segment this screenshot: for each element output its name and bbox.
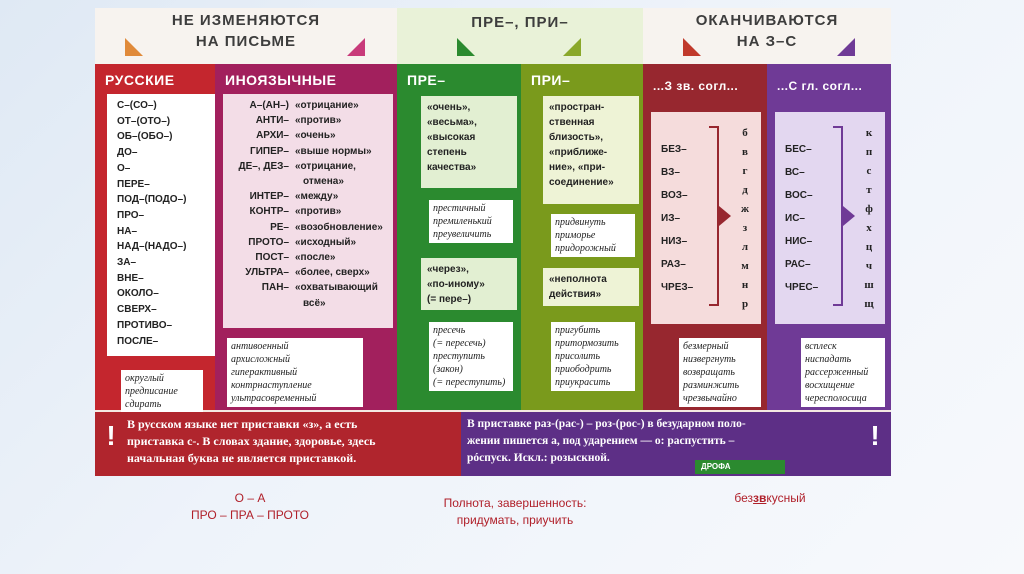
note-line: В русском языке нет приставки «з», а есть <box>127 417 358 431</box>
example-word: придвинуть <box>555 217 606 228</box>
voiced-brace-icon <box>709 126 719 306</box>
foreign-row <box>227 296 393 311</box>
meaning-line: «высокая <box>427 132 476 143</box>
example-word: (= переступить) <box>433 377 506 388</box>
publisher-name: ДРОФА <box>701 462 731 471</box>
foreign-row <box>227 204 393 219</box>
column-foreign-title: ИНОЯЗЫЧНЫЕ <box>225 72 337 88</box>
caption-line: О – А <box>234 491 266 505</box>
voiced-prefix: БЕЗ– <box>661 144 687 155</box>
meaning-line: соединение» <box>549 177 614 188</box>
foreign-prefix: АРХИ– <box>256 130 289 142</box>
arrow-down-right-icon-purple <box>837 38 855 56</box>
caption-right <box>715 490 825 507</box>
foreign-meaning: «после» <box>295 252 336 264</box>
foreign-meaning: «возобновление» <box>295 221 383 233</box>
caption-right-highlight: зв <box>753 491 767 505</box>
foreign-examples <box>227 338 363 407</box>
foreign-row <box>227 265 393 280</box>
russian-prefix: О– <box>117 162 131 174</box>
russian-prefix: ДО– <box>117 147 138 159</box>
consonant-letter: ч <box>865 260 873 272</box>
arrow-down-left-icon-red <box>683 38 701 56</box>
consonant-letter: п <box>865 146 873 158</box>
example-word: возвращать <box>683 367 735 378</box>
foreign-row <box>227 144 393 159</box>
example-word: приукрасить <box>555 377 611 388</box>
consonant-letter: щ <box>864 298 874 310</box>
consonant-letter: л <box>741 241 749 253</box>
meaning-line: «очень», <box>427 102 471 113</box>
foreign-prefix: ДЕ–, ДЕЗ– <box>238 160 289 172</box>
voiceless-arrow-icon <box>843 206 855 226</box>
foreign-row <box>227 128 393 143</box>
foreign-prefix: ИНТЕР– <box>249 191 289 203</box>
consonant-letter: ж <box>741 203 749 215</box>
example-word: премиленький <box>433 216 492 227</box>
foreign-prefix: А–(АН–) <box>249 100 289 111</box>
voiceless-prefix: ИС– <box>785 213 805 224</box>
meaning-line: «весьма», <box>427 117 477 128</box>
foreign-meaning: «выше нормы» <box>295 145 372 157</box>
russian-prefix: ОКОЛО– <box>117 288 159 300</box>
example-word: приморье <box>555 230 596 241</box>
foreign-meaning: «более, сверх» <box>295 267 370 279</box>
voiceless-prefix-list <box>785 138 835 299</box>
voiced-prefix-list <box>661 138 711 299</box>
voiced-prefix: ИЗ– <box>661 213 681 224</box>
foreign-meaning: «очень» <box>295 130 336 142</box>
foreign-prefix: ПАН– <box>261 282 289 294</box>
caption-right-post: кусный <box>766 491 806 505</box>
foreign-prefix <box>227 296 295 311</box>
consonant-letter: ц <box>865 241 873 253</box>
consonant-letter: х <box>866 222 872 234</box>
voiceless-brace-icon <box>833 126 843 306</box>
russian-prefix: НАД–(НАДО–) <box>117 241 187 253</box>
example-word: контрнаступление <box>231 380 312 391</box>
foreign-row <box>227 174 393 189</box>
russian-prefix: ПОСЛЕ– <box>117 335 159 347</box>
column-pri-title: ПРИ– <box>531 72 571 88</box>
meaning-line: «по-иному» <box>427 279 485 290</box>
header-z-s-line-2: НА З–С <box>736 33 798 50</box>
note-line: рóспуск. Искл.: розыскной. <box>467 452 610 464</box>
meaning-line: близость», <box>549 132 604 143</box>
header-unchanged-line-1: НЕ ИЗМЕНЯЮТСЯ <box>171 12 321 29</box>
example-word: чересполосица <box>805 393 867 404</box>
voiceless-prefix: БЕС– <box>785 144 812 155</box>
foreign-meaning: «между» <box>295 191 339 203</box>
foreign-meaning: «отрицание, <box>295 160 356 172</box>
caption-line: Полнота, завершенность: <box>443 496 587 510</box>
note-line: начальная буква не является приставкой. <box>127 451 357 465</box>
voiceless-prefix: ВС– <box>785 167 805 178</box>
consonant-letter: ш <box>864 279 874 291</box>
russian-prefix: ПРО– <box>117 209 145 221</box>
header-z-s-line-1: ОКАНЧИВАЮТСЯ <box>695 12 839 29</box>
consonant-letter: з <box>742 222 748 234</box>
foreign-prefix: КОНТР– <box>249 206 289 218</box>
meaning-line: действия» <box>549 289 602 300</box>
consonant-letter: д <box>742 184 748 196</box>
example-word: гиперактивный <box>231 367 298 378</box>
pre-examples-1 <box>429 200 513 243</box>
foreign-prefix: ГИПЕР– <box>250 145 289 157</box>
foreign-prefix: ПОСТ– <box>255 252 289 264</box>
example-word: низвергнуть <box>683 354 736 365</box>
foreign-prefix: РЕ– <box>270 221 289 233</box>
foreign-meaning: всё» <box>303 297 326 309</box>
pre-meaning-1 <box>421 96 517 188</box>
example-word: притормозить <box>555 338 619 349</box>
foreign-meaning: «против» <box>295 115 342 127</box>
voiceless-examples <box>801 338 885 407</box>
voiceless-letter-list <box>859 124 879 314</box>
voiced-arrow-icon <box>719 206 731 226</box>
russian-examples <box>121 370 203 413</box>
exclamation-icon-right: ! <box>870 420 880 451</box>
meaning-line: «простран- <box>549 102 605 113</box>
foreign-row <box>227 280 393 295</box>
consonant-letter: в <box>742 146 748 158</box>
foreign-row <box>227 98 393 113</box>
example-word: пресечь <box>433 325 466 336</box>
voiced-prefix: РАЗ– <box>661 259 686 270</box>
pri-examples-1 <box>551 214 635 257</box>
russian-prefix-list <box>107 94 215 356</box>
voiced-prefix: ЧРЕЗ– <box>661 282 694 293</box>
example-word: преступить <box>433 351 485 362</box>
example-word: ниспадать <box>805 354 852 365</box>
voiced-letter-list <box>735 124 755 314</box>
consonant-letter: б <box>742 127 748 139</box>
foreign-row <box>227 159 393 174</box>
foreign-prefix: ПРОТО– <box>248 236 289 248</box>
arrow-down-left-icon <box>125 38 143 56</box>
foreign-row <box>227 250 393 265</box>
example-word: разминжить <box>683 380 740 391</box>
foreign-prefix: УЛЬТРА– <box>245 267 289 279</box>
header-unchanged-line-2: НА ПИСЬМЕ <box>195 33 297 50</box>
caption-line: придумать, приучить <box>456 513 574 527</box>
example-word: (= пересечь) <box>433 338 486 349</box>
example-word: восхищение <box>805 380 855 391</box>
example-word: округлый <box>125 373 164 384</box>
meaning-line: степень <box>427 147 467 158</box>
pre-meaning-2 <box>421 258 517 310</box>
arrow-down-right-icon <box>347 38 365 56</box>
example-word: преувеличить <box>433 229 492 240</box>
meaning-line: ственная <box>549 117 595 128</box>
foreign-row <box>227 189 393 204</box>
example-word: престичный <box>433 203 486 214</box>
foreign-meaning: «отрицание» <box>295 100 359 111</box>
example-word: антивоенный <box>231 341 289 352</box>
caption-middle <box>410 495 620 529</box>
voiceless-prefix: ЧРЕС– <box>785 282 819 293</box>
pri-meaning-1 <box>543 96 639 204</box>
note-left <box>127 416 459 467</box>
note-line: В приставке раз-(рас-) – роз-(рос-) в безударном поло- <box>467 418 746 430</box>
example-word: приободрить <box>555 364 612 375</box>
pre-examples-2 <box>429 322 513 391</box>
foreign-prefix <box>227 174 295 189</box>
note-line: приставка с-. В словах здание, здоровье, здесь <box>127 434 376 448</box>
meaning-line: «через», <box>427 264 469 275</box>
russian-prefix: ПЕРЕ– <box>117 178 150 190</box>
foreign-prefix: АНТИ– <box>255 115 289 127</box>
foreign-meaning: «против» <box>295 206 342 218</box>
caption-left <box>150 490 350 524</box>
voiceless-prefix: ВОС– <box>785 190 813 201</box>
example-word: присолить <box>555 351 601 362</box>
meaning-line: качества» <box>427 162 477 173</box>
voiced-prefix: ВОЗ– <box>661 190 688 201</box>
meaning-line: «приближе- <box>549 147 608 158</box>
note-line: жении пишется а, под ударением — о: распустить – <box>467 435 735 447</box>
example-word: всплеск <box>805 341 837 352</box>
meaning-line: (= пере–) <box>427 294 472 305</box>
russian-prefix: ОБ–(ОБО–) <box>117 131 173 143</box>
foreign-prefix-table <box>223 94 393 328</box>
foreign-row <box>227 220 393 235</box>
voiceless-prefix: НИС– <box>785 236 813 247</box>
voiced-prefix: НИЗ– <box>661 236 688 247</box>
exclamation-icon-left: ! <box>106 420 116 451</box>
example-word: пригубить <box>555 325 601 336</box>
column-voiced-title: ...З зв. согл... <box>653 79 739 93</box>
russian-prefix: ПОД–(ПОДО–) <box>117 194 187 206</box>
column-russian-title: РУССКИЕ <box>105 72 175 88</box>
consonant-letter: к <box>865 127 873 139</box>
pri-examples-2 <box>551 322 635 391</box>
column-pre-title: ПРЕ– <box>407 72 446 88</box>
header-pre-pri: ПРЕ–, ПРИ– <box>471 14 569 31</box>
meaning-line: ние», «при- <box>549 162 606 173</box>
caption-right-pre: без <box>734 491 754 505</box>
consonant-letter: г <box>742 165 748 177</box>
caption-line: ПРО – ПРА – ПРОТО <box>190 508 310 522</box>
arrow-down-left-icon-green <box>457 38 475 56</box>
example-word: сдирать <box>125 399 162 410</box>
foreign-row <box>227 113 393 128</box>
meaning-line: «неполнота <box>549 274 607 285</box>
example-word: (закон) <box>433 364 463 375</box>
example-word: придорожный <box>555 243 616 254</box>
voiceless-prefix: РАС– <box>785 259 811 270</box>
publisher-logo <box>695 460 785 474</box>
voiced-examples <box>679 338 761 407</box>
pri-meaning-2 <box>543 268 639 306</box>
example-word: ультрасовременный <box>231 393 317 404</box>
consonant-letter: р <box>741 298 749 310</box>
russian-prefix: ЗА– <box>117 257 137 269</box>
example-word: рассерженный <box>805 367 869 378</box>
russian-prefix: ПРОТИВО– <box>117 319 173 331</box>
foreign-row <box>227 235 393 250</box>
example-word: архисложный <box>231 354 290 365</box>
example-word: предписание <box>125 386 178 397</box>
consonant-letter: ф <box>865 203 873 215</box>
column-voiceless-title: ...С гл. согл... <box>777 79 863 93</box>
russian-prefix: НА– <box>117 225 138 237</box>
note-right <box>467 416 867 467</box>
consonant-letter: с <box>866 165 872 177</box>
consonant-letter: н <box>741 279 749 291</box>
russian-prefix: СВЕРХ– <box>117 304 157 316</box>
russian-prefix: ВНЕ– <box>117 272 144 284</box>
arrow-down-right-icon-olive <box>563 38 581 56</box>
consonant-letter: м <box>741 260 749 272</box>
consonant-letter: т <box>866 184 872 196</box>
russian-prefix: ОТ–(ОТО–) <box>117 115 171 127</box>
example-word: чрезвычайно <box>683 393 737 404</box>
foreign-meaning: «исходный» <box>295 236 357 248</box>
example-word: безмерный <box>683 341 729 352</box>
voiced-prefix: ВЗ– <box>661 167 680 178</box>
foreign-meaning: отмена» <box>303 176 344 188</box>
russian-prefix: С–(СО–) <box>117 100 157 111</box>
rules-poster <box>95 8 891 476</box>
foreign-meaning: «охватывающий <box>295 282 378 294</box>
